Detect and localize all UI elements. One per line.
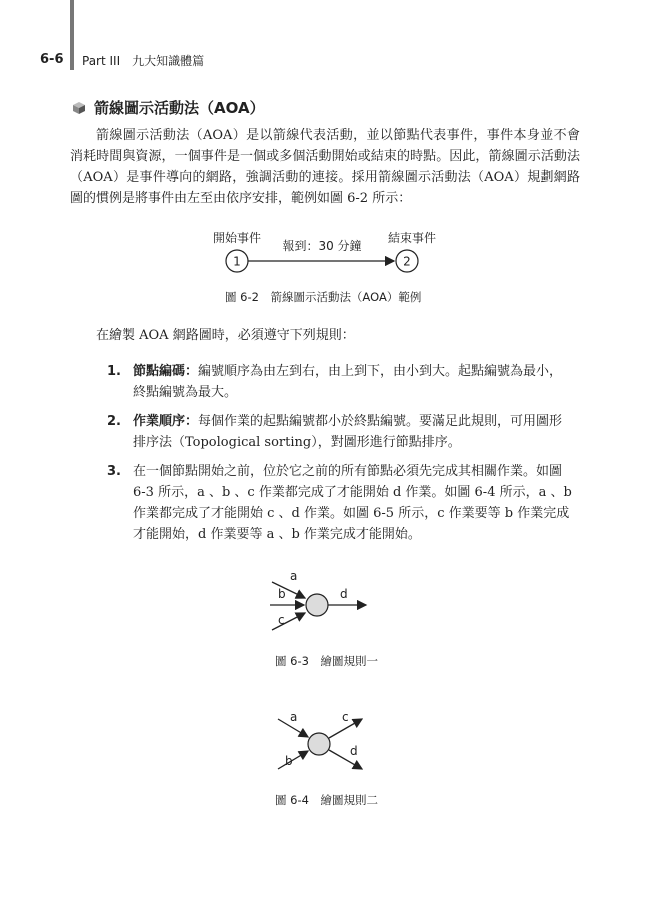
node <box>306 594 328 616</box>
end-event-label: 結束事件 <box>387 231 437 245</box>
page-number: 6-6 <box>40 52 64 67</box>
figure-6-4 <box>260 707 380 777</box>
arrow-b <box>278 751 308 769</box>
section-title: 箭線圖示活動法（AOA） <box>94 99 265 117</box>
node <box>308 733 330 755</box>
figure-6-3 <box>260 568 380 638</box>
figure-6-4-caption: 圖 6-4 繪圖規則二 <box>275 793 378 807</box>
rule-item <box>107 361 575 403</box>
activity-label: 報到：30 分鐘 <box>282 239 362 253</box>
rule-number: 1. <box>107 364 121 379</box>
label-b: b <box>278 587 286 601</box>
intro-paragraph: 箭線圖示活動法（AOA）是以箭線代表活動，並以節點代表事件，事件本身並不會消耗時間與資源，一個事件是一個或多個活動開始或結束的時點。因此，箭線圖示活動法（AOA）是事件導向的網路，強調活動的連接。採用箭線圖示活動法（AOA）規劃網路圖的慣例是將事件由左至由依序安排，範例如圖 6-2 所示： <box>70 128 580 206</box>
label-d: d <box>350 744 358 758</box>
node-1-label: 1 <box>233 254 241 269</box>
section-heading <box>72 97 265 118</box>
label-c: c <box>278 613 285 627</box>
figure-6-2 <box>200 228 460 278</box>
rule-number: 3. <box>107 464 121 479</box>
figure-6-2-caption: 圖 6-2 箭線圖示活動法（AOA）範例 <box>225 290 422 304</box>
rule-title: 節點編碼： <box>133 364 199 379</box>
rule-title: 作業順序： <box>133 414 199 429</box>
arrow-c <box>272 613 305 630</box>
figure-6-3-caption: 圖 6-3 繪圖規則一 <box>275 654 378 668</box>
cube-icon <box>72 101 86 115</box>
rule-item <box>107 461 575 545</box>
rule-item <box>107 411 575 453</box>
running-header: Part III 九大知識體篇 <box>82 54 205 68</box>
rules-intro: 在繪製 AOA 網路圖時，必須遵守下列規則： <box>96 328 355 343</box>
label-a: a <box>290 569 298 583</box>
rule-number: 2. <box>107 414 121 429</box>
label-d: d <box>340 587 348 601</box>
start-event-label: 開始事件 <box>212 231 262 245</box>
arrow-a <box>272 582 305 598</box>
rule-text: 編號順序為由左到右，由上到下，由小到大。起點編號為最小，終點編號為最大。 <box>133 364 563 400</box>
header-bar <box>70 0 74 70</box>
label-c: c <box>342 710 349 724</box>
label-a: a <box>290 710 298 724</box>
node-2-label: 2 <box>403 254 411 269</box>
rule-text: 每個作業的起點編號都小於終點編號。要滿足此規則，可用圖形排序法（Topological sorting），對圖形進行節點排序。 <box>133 414 563 450</box>
label-b: b <box>285 754 293 768</box>
rule-text: 在一個節點開始之前，位於它之前的所有節點必須先完成其相關作業。如圖 6-3 所示，a 、b 、c 作業都完成了才能開始 d 作業。如圖 6-4 所示，a 、b 作業都完成了才能開始 c 、d 作業。如圖 6-5 所示，c 作業要等 b 作業完成才能開始，d 作業要等 a 、b 作業完成才能開始。 <box>133 464 572 542</box>
